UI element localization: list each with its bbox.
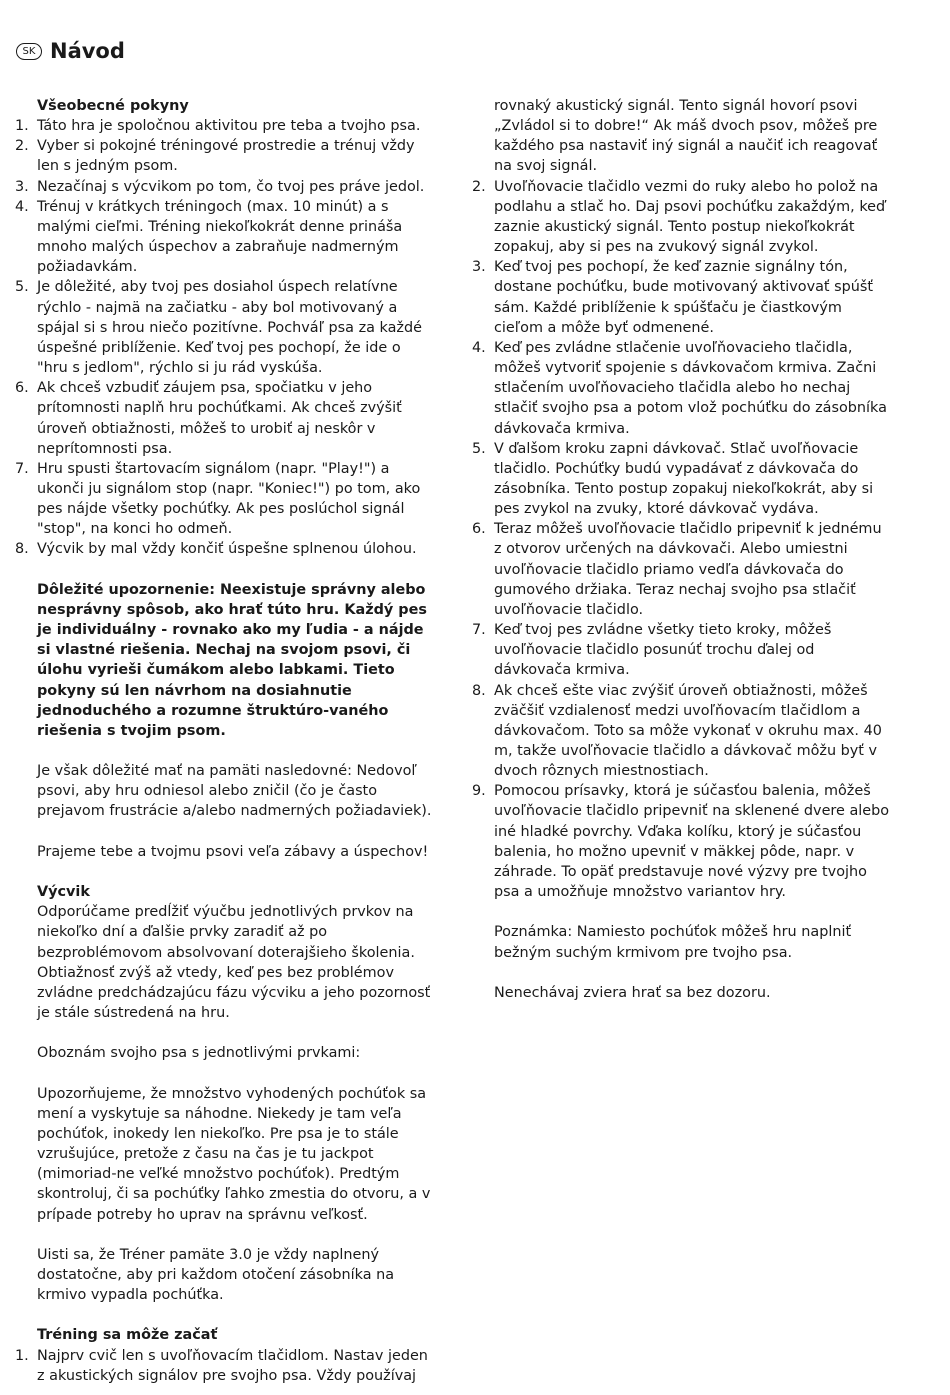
- list-item-number: 1.: [15, 118, 29, 135]
- list-item: [472, 439, 892, 520]
- list-item: [15, 116, 433, 136]
- training-steps-list: [472, 177, 892, 903]
- list-item-number: 3.: [472, 259, 486, 276]
- list-item-number: 5.: [472, 440, 486, 457]
- list-item-number: 4.: [15, 198, 29, 215]
- list-item-number: 8.: [472, 682, 486, 699]
- left-column: [15, 96, 433, 1386]
- list-item: [472, 681, 892, 782]
- list-item: [472, 257, 892, 338]
- ensure-filled-paragraph: Uisti sa, že Tréner pamäte 3.0 je vždy naplnený dostatočne, aby pri každom otočení zásobníka na krmivo vypadla pochúťka.: [37, 1246, 395, 1304]
- list-item-number: 6.: [15, 380, 29, 397]
- list-item-text: Pomocou prísavky, ktorá je súčasťou balenia, môžeš uvoľňovacie tlačidlo pripevniť na sklenené dvere alebo iné hladké povrchy. Vďaka kolíku, ktorý je súčasťou balenia, ho možno upevniť v mäkkej pôde, napr. v záhrade. To opäť predstavuje nové výzvy pre tvojho psa a umožňuje množstvo variantov hry.: [494, 783, 890, 901]
- list-item-text: Hru spusti štartovacím signálom (napr. "Play!") a ukonči ju signálom stop (napr. "Koniec!") po tom, ako pes nájde všetky pochúťky. Ak pes poslúchol signál "stop", na konci ho odmeň.: [37, 460, 421, 538]
- training-paragraph-1: Odporúčame predĺžiť výučbu jednotlivých prvkov na niekoľko dní a ďalšie prvky zaradiť až po bezproblémovom absolvovaní doterajšieho školenia.: [37, 904, 415, 961]
- list-item-number: 7.: [472, 622, 486, 639]
- right-column: [472, 96, 892, 1003]
- remember-paragraph: Je však dôležité mať na pamäti nasledovné: Nedovoľ psovi, aby hru odniesol alebo zničil (čo je často prejavom frustrácie a/alebo nadmerných požiadaviek).: [37, 763, 432, 820]
- list-item: [472, 781, 892, 902]
- list-item-text: Najprv cvič len s uvoľňovacím tlačidlom. Nastav jeden z akustických signálov pre svojho psa. Vždy používaj: [37, 1347, 428, 1384]
- general-instructions-list: [15, 116, 433, 559]
- list-item: [472, 177, 892, 258]
- wishes-paragraph: Prajeme tebe a tvojmu psovi veľa zábavy a úspechov!: [37, 843, 429, 860]
- list-item-number: 3.: [15, 178, 29, 195]
- list-item: [472, 519, 892, 620]
- list-item-text: Keď tvoj pes zvládne všetky tieto kroky, môžeš uvoľňovacie tlačidlo posunúť trochu ďalej od dávkovača krmiva.: [494, 622, 832, 679]
- list-item-number: 8.: [15, 541, 29, 558]
- list-item-text: V ďalšom kroku zapni dávkovač. Stlač uvoľňovacie tlačidlo. Pochúťky budú vypadávať z dávkovača do zásobníka. Tento postup zopakuj niekoľkokrát, aby si pes zvykol na zvuky, ktoré dávkovač vydáva.: [494, 440, 874, 518]
- list-item: [15, 136, 433, 176]
- page-title: Návod: [50, 39, 125, 63]
- list-item-text: Teraz môžeš uvoľňovacie tlačidlo pripevniť k jednému z otvorov určených na dávkovači. Alebo umiestni uvoľňovacie tlačidlo priamo vedľa dávkovača do gumového držiaka. Teraz nechaj svojho psa stlačiť uvoľňovacie tlačidlo.: [494, 521, 882, 618]
- list-item-number: 4.: [472, 339, 486, 356]
- list-item: [15, 197, 433, 278]
- list-item-number: 2.: [472, 178, 486, 195]
- training-heading: Výcvik: [37, 884, 90, 901]
- list-item-text: Výcvik by mal vždy končiť úspešne splnenou úlohou.: [37, 541, 417, 558]
- list-item-text: Ak chceš ešte viac zvýšiť úroveň obtiažnosti, môžeš zväčšiť vzdialenosť medzi uvoľňovacím tlačidlom a dávkovačom. Toto sa môže vykonať v okruhu max. 40 m, takže uvoľňovacie tlačidlo a dávkovač môžu byť v dvoch rôznych miestnostiach.: [494, 682, 882, 780]
- list-item: [15, 378, 433, 459]
- note-paragraph: Poznámka: Namiesto pochúťok môžeš hru naplniť bežným suchým krmivom pre tvojho psa.: [494, 924, 852, 961]
- continuation-paragraph: rovnaký akustický signál. Tento signál hovorí psovi „Zvládol si to dobre!“ Ak máš dvoch psov, môžeš pre každého psa nastaviť iný signál a naučiť ich reagovať na svoj signál.: [494, 98, 878, 175]
- list-item-text: Trénuj v krátkych tréningoch (max. 10 minút) a s malými cieľmi. Tréning niekoľkokrát denne prináša mnoho malých úspechov a zabraňuje nadmerným požiadavkám.: [37, 198, 403, 276]
- list-item-text: Nezačínaj s výcvikom po tom, čo tvoj pes práve jedol.: [37, 178, 425, 195]
- familiarize-paragraph: Oboznám svojho psa s jednotlivými prvkami:: [37, 1045, 361, 1062]
- list-item-text: Keď tvoj pes pochopí, že keď zaznie signálny tón, dostane pochúťku, bude motivovaný aktivovať spúšť sám. Každé priblíženie k spúšťaču je čiastkovým cieľom a môže byť odmenené.: [494, 259, 874, 336]
- list-item-text: Vyber si pokojné tréningové prostredie a trénuj vždy len s jedným psom.: [37, 138, 415, 175]
- training-start-heading: Tréning sa môže začať: [37, 1327, 218, 1344]
- list-item-text: Keď pes zvládne stlačenie uvoľňovacieho tlačidla, môžeš vytvoriť spojenie s dávkovačom krmiva. Začni stlačením uvoľňovacieho tlačidla alebo ho nechaj stlačiť svojho psa a potom vlož pochúťku do zásobníka dávkovača krmiva.: [494, 339, 887, 437]
- list-item-number: 1.: [15, 1347, 29, 1364]
- list-item-number: 5.: [15, 279, 29, 296]
- training-paragraph-2: Obtiažnosť zvýš až vtedy, keď pes bez problémov zvládne predchádzajúcu fázu výcviku a jeho pozornosť je stále sústredená na hru.: [37, 964, 431, 1021]
- list-item-text: Je dôležité, aby tvoj pes dosiahol úspech relatívne rýchlo - najmä na začiatku - aby bol motivovaný a spájal si s hrou niečo pozitívne. Pochváľ psa za každé úspešné priblíženie. Keď tvoj pes pochopí, že ide o "hru s jedlom", rýchlo si ju rád vyskúša.: [37, 279, 422, 377]
- list-item: [15, 1346, 433, 1386]
- list-item: [15, 177, 433, 197]
- document-header: [16, 36, 125, 66]
- list-item: [472, 338, 892, 439]
- list-item: [15, 277, 433, 378]
- important-note: Dôležité upozornenie: Neexistuje správny alebo nesprávny spôsob, ako hrať túto hru. Každý pes je individuálny - rovnako ako my ľudia - a nájde si vlastné riešenia. Nechaj na svojom psovi, či úlohu vyrieši čumákom alebo labkami. Tieto pokyny sú len návrhom na dosiahnutie jednoduchého a rozumne štruktúro-vaného riešenia s tvojim psom.: [37, 581, 427, 739]
- list-item-text: Uvoľňovacie tlačidlo vezmi do ruky alebo ho polož na podlahu a stlač ho. Daj psovi pochúťku zakaždým, keď zaznie akustický signál. Tento postup niekoľkokrát zopakuj, aby si pes na zvukový signál zvykol.: [494, 178, 886, 256]
- general-instructions-heading: Všeobecné pokyny: [37, 98, 189, 114]
- list-item: [472, 620, 892, 680]
- supervision-warning: Nenechávaj zviera hrať sa bez dozoru.: [494, 984, 771, 1001]
- list-item-number: 2.: [15, 138, 29, 155]
- list-item: [15, 459, 433, 540]
- list-item-number: 9.: [472, 783, 486, 800]
- list-item-number: 6.: [472, 521, 486, 538]
- list-item: [15, 539, 433, 559]
- list-item-text: Ak chceš vzbudiť záujem psa, spočiatku v jeho prítomnosti naplň hru pochúťkami. Ak chceš zvýšiť úroveň obtiažnosti, môžeš to urobiť aj neskôr v neprítomnosti psa.: [37, 380, 402, 457]
- language-badge: SK: [16, 43, 42, 60]
- list-item-text: Táto hra je spoločnou aktivitou pre teba a tvojho psa.: [37, 118, 421, 135]
- list-item-number: 7.: [15, 460, 29, 477]
- treat-warning-paragraph: Upozorňujeme, že množstvo vyhodených pochúťok sa mení a vyskytuje sa náhodne. Niekedy je tam veľa pochúťok, inokedy len niekoľko. Pre psa je to stále vzrušujúce, pretože z času na čas je tu jackpot (mimoriad-ne veľké množstvo pochúťok). Predtým skontroluj, či sa pochúťky ľahko zmestia do otvoru, a v prípade potreby ho uprav na správnu veľkosť.: [37, 1085, 431, 1223]
